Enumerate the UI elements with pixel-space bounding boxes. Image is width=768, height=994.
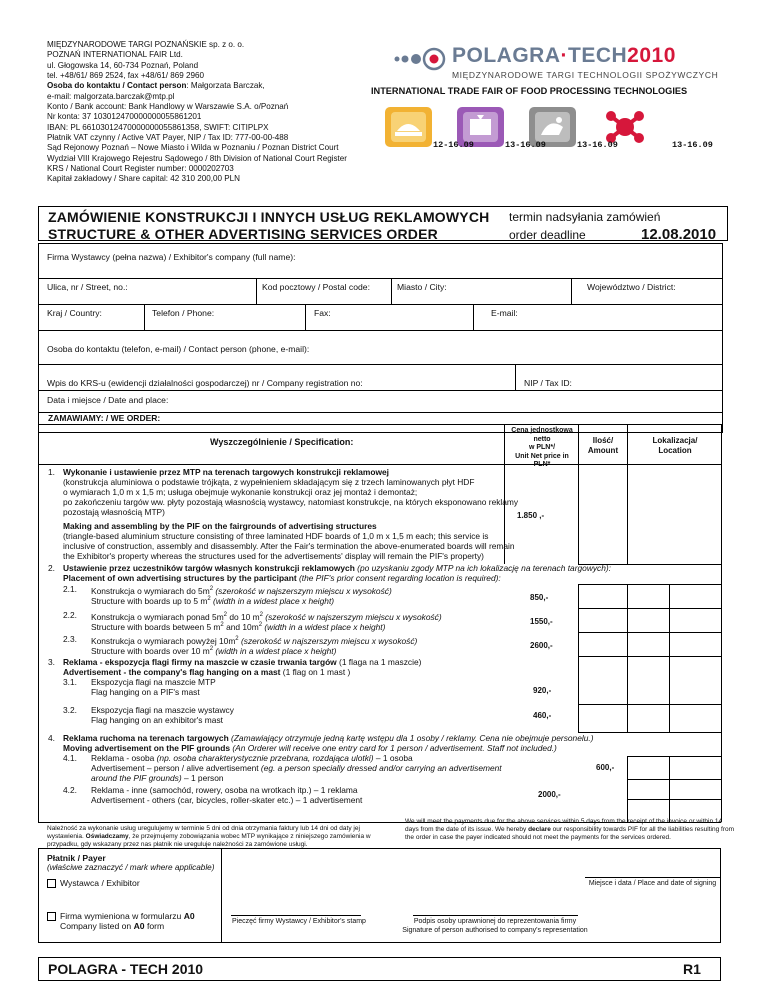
organizer-name: MIĘDZYNARODOWE TARGI POZNAŃSKIE sp. z o. o.: [47, 40, 245, 49]
price-column-header: Cena jednostkowa netto w PLN*/ Unit Net price in PLN*: [511, 427, 573, 469]
item-1-desc-pl-1: (konstrukcja aluminiowa o podstawie trójkąta, z wypełnieniem składającym się z trzech laminowanych płyt HDF: [63, 477, 475, 487]
item-2-3-pl: Konstrukcja o wymiarach powyżej $10m^2$ (szerokość w najszerszym miejscu x wysokość): [91, 635, 418, 646]
organizer-info: [47, 40, 347, 185]
item-3-1-price: 920,-: [533, 686, 552, 695]
item-1-price: 1.850 ,-: [517, 511, 545, 520]
order-heading: ZAMAWIAMY: / WE ORDER:: [48, 413, 161, 423]
payment-note-pl: Należność za wykonanie usług uregulujemy w terminie 5 dni od dnia otrzymania faktury lub 14 dni od daty jej wystawienia. Oświadczamy, że przejmujemy zobowiązania wobec MTP wynikające z niniejszego zamówienia w przypadku, gdy wskazany przez nas płatnik nie ureguluje należności za zamówione usługi.: [47, 825, 371, 849]
item-1-desc-en-1: (triangle-based aluminium structure consisting of three laminated HDF boards of 1,0 m x 1,5 m each; this service is: [63, 531, 489, 541]
fax-field[interactable]: Fax:: [314, 308, 331, 318]
organizer-contact: Osoba do kontaktu / Contact person: Małgorzata Barczak,: [47, 81, 265, 91]
signature-label: Podpis osoby uprawnionej do reprezentowania firmy Signature of person authorised to company's representation: [402, 918, 588, 934]
item-3-2-pl: Ekspozycja flagi na maszcie wystawcy: [91, 705, 234, 715]
form-title-pl: ZAMÓWIENIE KONSTRUKCJI I INNYCH USŁUG REKLAMOWYCH: [48, 209, 490, 225]
logo-dots-icon: [393, 46, 449, 72]
deadline-date: 12.08.2010: [641, 226, 717, 243]
item-2-title-pl: Ustawienie przez uczestników targów własnych konstrukcji reklamowych (po uzyskaniu zgody MTP na ich lokalizację na terenach targowych):: [63, 563, 612, 573]
form-title-en: STRUCTURE & OTHER ADVERTISING SERVICES ORDER: [48, 226, 438, 242]
item-4-1-line3: around the PIF grounds) – 1 person: [91, 773, 224, 783]
payer-title: Płatnik / Payer: [47, 853, 106, 863]
item-4-1-line2: Advertisement – person / alive advertisement (eg. a person specially dressed and/or carrying an advertisement: [91, 763, 502, 773]
item-2-title-en: Placement of own advertising structures by the participant (the PIF's prior consent regarding location is required):: [63, 573, 501, 583]
item-1-desc-en-3: the Exhibitor's property whereas the structures used for the advertisements' display will remain the PIF's property): [63, 551, 484, 561]
item-2-2-en: Structure with boards between 5 $m^2$ and $10m^2$ (width in a widest place x height): [91, 621, 386, 632]
item-2-2-price: 1550,-: [530, 617, 553, 626]
item-4-number: 4.: [48, 733, 55, 743]
organizer-capital: Kapitał zakładowy / Share capital: 42 310 200,00 PLN: [47, 174, 241, 184]
item-3-1-number: 3.1.: [63, 677, 77, 687]
country-field[interactable]: Kraj / Country:: [47, 308, 102, 318]
item-2-2-number: 2.2.: [63, 610, 77, 620]
organizer-krs: KRS / National Court Register number: 0000202703: [47, 164, 234, 174]
item-1-desc-pl-3: po zakończeniu targów ww. płyty pozostają własnością wystawcy, natomiast konstrukcje, na których eksponowano reklamy: [63, 497, 519, 507]
fair-tagline: INTERNATIONAL TRADE FAIR OF FOOD PROCESSING TECHNOLOGIES: [371, 86, 688, 96]
form-code: R1: [683, 961, 701, 977]
item-4-1-line1: Reklama - osoba (np. osoba charakterystycznie przebrana, rozdająca ulotki) – 1 osoba: [91, 753, 413, 763]
item-2-2-pl: Konstrukcja o wymiarach ponad $5m^2$ do 10 $m^2$ (szerokość w najszerszym miejscu x wysokość): [91, 611, 442, 622]
payer-option-a0-company[interactable]: Firma wymieniona w formularzu A0 Company listed on A0 form: [47, 911, 195, 932]
krs-field[interactable]: Wpis do KRS-u (ewidencji działalności gospodarczej) nr / Company registration no:: [47, 378, 363, 388]
item-2-1-price: 850,-: [530, 593, 549, 602]
contact-field[interactable]: Osoba do kontaktu (telefon, e-mail) / Contact person (phone, e-mail):: [47, 344, 310, 354]
date-place-field[interactable]: Data i miejsce / Date and place:: [47, 395, 169, 405]
item-4-2-number: 4.2.: [63, 785, 77, 795]
organizer-vat: Płatnik VAT czynny / Active VAT Payer, NIP / Tax ID: 777-00-00-488: [47, 133, 289, 143]
district-field[interactable]: Województwo / District:: [587, 282, 676, 292]
place-date-label: Miejsce i data / Place and date of signing: [588, 880, 717, 887]
amount-column-header: Ilość/ Amount: [587, 436, 619, 455]
date-label-2: 13-16.09: [505, 140, 546, 150]
organizer-court2: Wydział VIII Krajowego Rejestru Sądowego / 8th Division of National Court Register: [47, 153, 347, 163]
phone-field[interactable]: Telefon / Phone:: [152, 308, 215, 318]
logo-subtitle: MIĘDZYNARODOWE TARGI TECHNOLOGII SPOŻYWCZYCH: [452, 70, 719, 80]
item-3-1-en: Flag hanging on a PIF's mast: [91, 687, 200, 697]
organizer-tel: tel. +48/61/ 869 2524, fax +48/61/ 869 2960: [47, 71, 205, 81]
postal-field[interactable]: Kod pocztowy / Postal code:: [262, 282, 370, 292]
specification-header: Wyszczególnienie / Specification:: [210, 437, 354, 447]
organizer-name-en: POZNAŃ INTERNATIONAL FAIR Ltd.: [47, 50, 183, 60]
location-column-header: Lokalizacja/ Location: [652, 436, 698, 455]
food-tray-icon: [385, 107, 432, 147]
item-2-1-number: 2.1.: [63, 584, 77, 594]
item-3-2-number: 3.2.: [63, 705, 77, 715]
item-4-2-line2: Advertisement - others (car, bicycles, roller-skater etc.) – 1 advertisement: [91, 795, 363, 805]
item-2-number: 2.: [48, 563, 55, 573]
checkbox-exhibitor[interactable]: [47, 879, 56, 888]
company-field[interactable]: Firma Wystawcy (pełna nazwa) / Exhibitor's company (full name):: [47, 252, 296, 262]
street-field[interactable]: Ulica, nr / Street, no.:: [47, 282, 128, 292]
item-4-2-price: 2000,-: [538, 790, 561, 799]
stamp-label: Pieczęć firmy Wystawcy / Exhibitor's stamp: [232, 918, 366, 925]
payer-option-exhibitor[interactable]: Wystawca / Exhibitor: [47, 878, 140, 888]
checkbox-a0-company[interactable]: [47, 912, 56, 921]
item-1-desc-pl-2: o wymiarach 1,0 m x 1,5 m; usługa obejmuje wykonanie konstrukcji oraz jej montaż i demontaż;: [63, 487, 418, 497]
nip-field[interactable]: NIP / Tax ID:: [524, 378, 572, 388]
footer-event-name: POLAGRA - TECH 2010: [48, 961, 204, 977]
item-3-title-en: Advertisement - the company's flag hanging on a mast (1 flag on 1 mast ): [63, 667, 351, 677]
organizer-bank: Konto / Bank account: Bank Handlowy w Warszawie S.A. o/Poznań: [47, 102, 289, 112]
item-3-number: 3.: [48, 657, 55, 667]
item-3-1-pl: Ekspozycja flagi na maszcie MTP: [91, 677, 216, 687]
item-3-2-en: Flag hanging on an exhibitor's mast: [91, 715, 223, 725]
item-1-title-en: Making and assembling by the PIF on the fairgrounds of advertising structures: [63, 521, 377, 531]
item-4-1-number: 4.1.: [63, 753, 77, 763]
item-2-1-pl: Konstrukcja o wymiarach do $5m^2$ (szerokość w najszerszym miejscu x wysokość): [91, 585, 392, 596]
organizer-street: ul. Głogowska 14, 60-734 Poznań, Poland: [47, 60, 199, 70]
organizer-iban: IBAN: PL 66103012470000000055861358, SWIFT: CITIPLPX: [47, 122, 269, 132]
deadline-label-pl: termin nadsyłania zamówień: [509, 210, 661, 224]
item-4-1-price: 600,-: [596, 763, 615, 772]
item-2-3-en: Structure with boards over 10 $m^2$ (width in a widest place x height): [91, 645, 337, 656]
item-4-title-pl: Reklama ruchoma na terenach targowych (Zamawiający otrzymuje jedną kartę wstępu dla 1 osoby / reklamy. Cena nie obejmuje personelu.): [63, 733, 594, 743]
item-2-3-price: 2600,-: [530, 641, 553, 650]
item-4-title-en: Moving advertisement on the PIF grounds (An Orderer will receive one entry card for 1 person / advertisement. Staff not included.): [63, 743, 557, 753]
email-field[interactable]: E-mail:: [491, 308, 518, 318]
payer-box: [38, 848, 721, 943]
item-2-3-number: 2.3.: [63, 634, 77, 644]
item-4-2-line1: Reklama - inne (samochód, rowery, osoba na wrotkach itp.) – 1 reklama: [91, 785, 358, 795]
organizer-court1: Sąd Rejonowy Poznań – Nowe Miasto i Wilda w Poznaniu / Poznan District Court: [47, 143, 339, 153]
item-1-desc-en-2: inclusive of construction, assembly and disassembly. After the Fair's termination the above-enumerated boards will remain: [63, 541, 515, 551]
logo-wordmark: POLAGRA·TECH2010: [452, 44, 676, 67]
deadline-label-en: order deadline: [509, 228, 586, 242]
item-3-title-pl: Reklama - ekspozycja flagi firmy na maszcie w czasie trwania targów (1 flaga na 1 maszcie): [63, 657, 422, 667]
payer-note: (właściwe zaznaczyć / mark where applicable): [47, 863, 215, 872]
item-1-number: 1.: [48, 467, 55, 477]
exhibitor-form: [38, 243, 723, 433]
date-label-4: 13-16.09: [672, 140, 713, 150]
payment-note-en: We will meet the payments due for the above services within 5 days from the receipt of the invoice or within 14 days from the date of its issue. We hereby declare our responsibility towards PIF for all the liabilities resulting from the order in case the payer indicated should not meet the payments for the services ordered.: [405, 818, 735, 842]
item-2-1-en: Structure with boards up to 5 $m^2$ (width in a widest place x height): [91, 595, 335, 606]
organizer-email[interactable]: e-mail: malgorzata.barczak@mtp.pl: [47, 91, 175, 101]
item-3-2-price: 460,-: [533, 711, 552, 720]
item-1-desc-pl-4: pozostają własnością MTP): [63, 507, 165, 517]
date-label-1: 12-16.09: [433, 140, 474, 150]
item-1-title-pl: Wykonanie i ustawienie przez MTP na terenach targowych konstrukcji reklamowej: [63, 467, 389, 477]
city-field[interactable]: Miasto / City:: [397, 282, 447, 292]
date-label-3: 13-16.09: [577, 140, 618, 150]
organizer-account: Nr konta: 37 103012470000000055861201: [47, 112, 202, 122]
